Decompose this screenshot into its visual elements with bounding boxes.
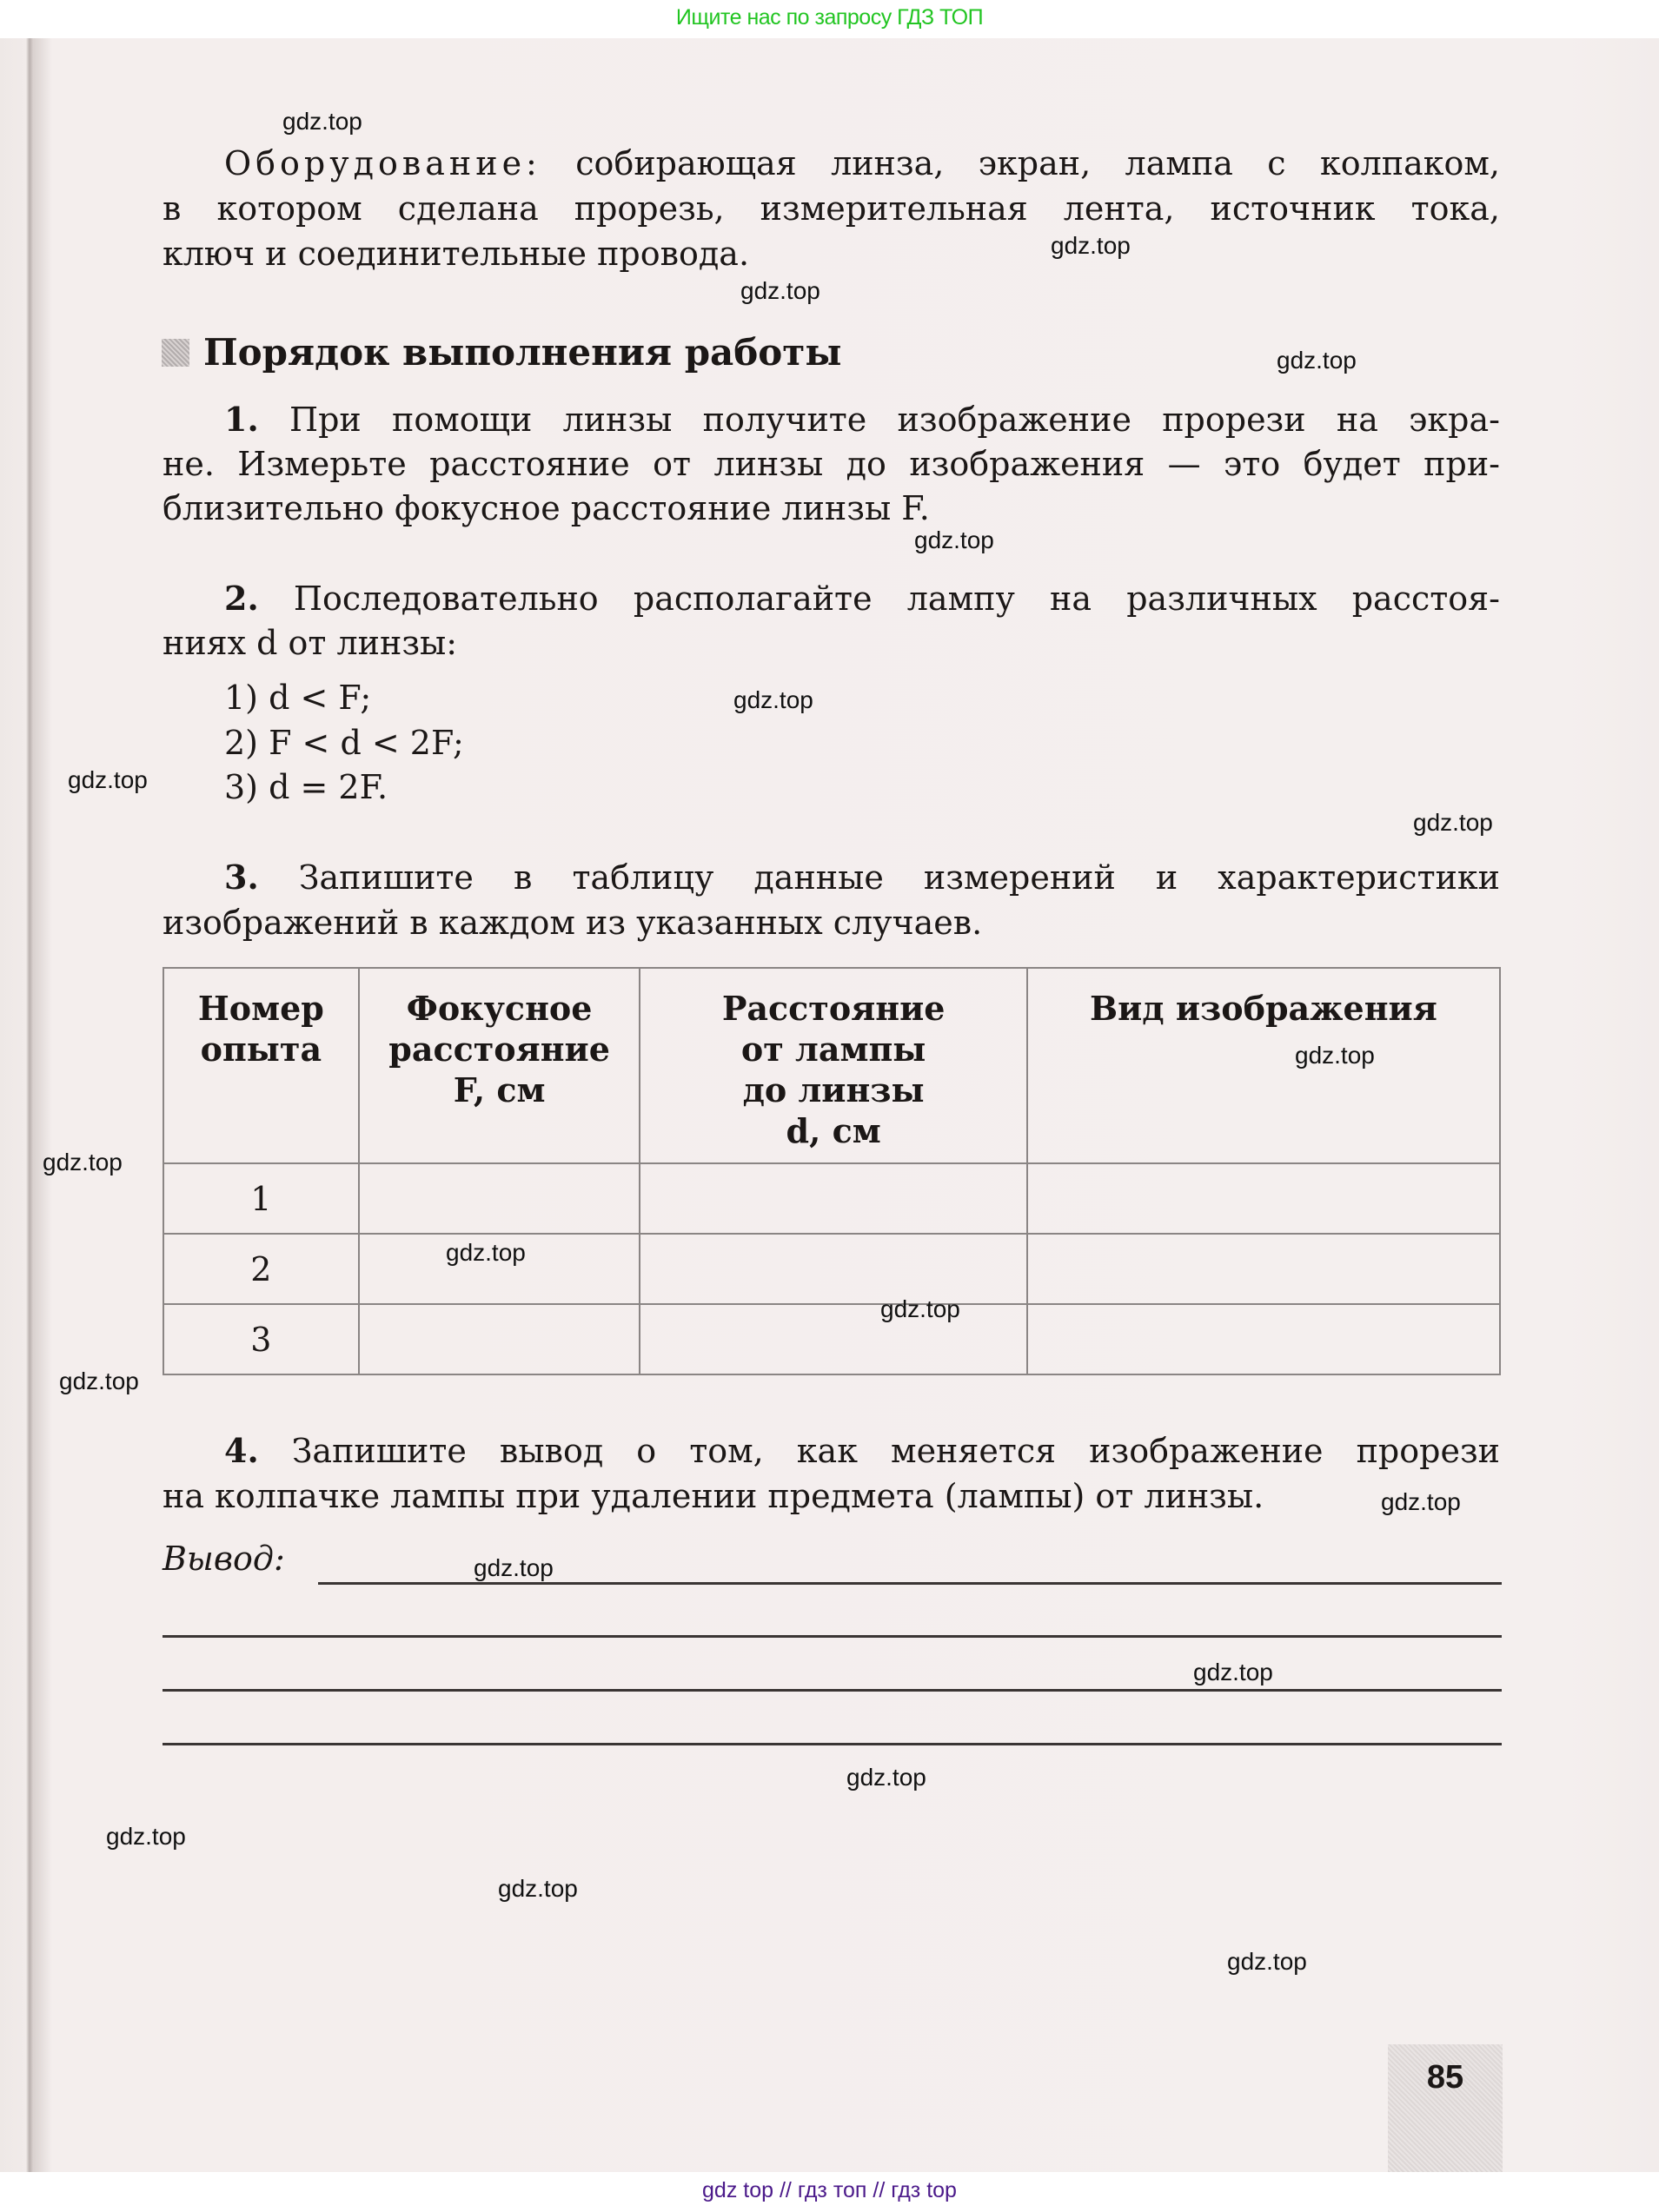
watermark: gdz.top — [1227, 1948, 1307, 1975]
watermark: gdz.top — [1051, 232, 1131, 259]
watermark: gdz.top — [474, 1554, 554, 1581]
equipment-line-3: ключ и соединительные провода. — [163, 235, 750, 273]
table-row — [163, 1304, 1500, 1374]
equipment-text: собирающая линза, экран, лампа с колпаком, — [541, 144, 1500, 182]
watermark: gdz.top — [59, 1368, 139, 1394]
conclusion-label: Вывод: — [163, 1540, 285, 1578]
cell-distance-input[interactable] — [640, 1163, 1026, 1234]
cell-distance-input[interactable] — [640, 1234, 1026, 1304]
step-2-case-1: 1) d < F; — [224, 679, 372, 717]
header-focal-length: Фокусное расстояние F, см — [359, 968, 640, 1163]
step-2-text: Последовательно располагайте лампу на различных расстоя- — [293, 579, 1500, 618]
table-row — [163, 1163, 1500, 1234]
step-1-line-1 — [224, 397, 1500, 442]
step-2-case-3: 3) d = 2F. — [224, 768, 388, 806]
cell-image-input[interactable] — [1027, 1234, 1500, 1304]
measurements-table — [163, 967, 1501, 1375]
step-1-text: При помощи линзы получите изображение прорези на экра- — [289, 401, 1500, 439]
cell-number: 1 — [163, 1163, 359, 1234]
step-4-number: 4. — [224, 1431, 259, 1470]
table-row — [163, 1234, 1500, 1304]
header-lamp-distance: Расстояние от лампы до линзы d, см — [640, 968, 1026, 1163]
step-1-number: 1. — [224, 400, 259, 439]
cell-number: 2 — [163, 1234, 359, 1304]
answer-line-4[interactable] — [163, 1743, 1502, 1745]
cell-number: 3 — [163, 1304, 359, 1374]
section-heading-text: Порядок выполнения работы — [203, 331, 842, 374]
step-4-line-2: на колпачке лампы при удалении предмета (лампы) от линзы. — [163, 1477, 1264, 1515]
header-image-type: Вид изображения — [1027, 968, 1500, 1163]
watermark: gdz.top — [740, 277, 820, 304]
equipment-label: Оборудование: — [224, 144, 541, 182]
equipment-line-1 — [224, 141, 1500, 186]
step-3-line-2: изображений в каждом из указанных случаев. — [163, 904, 983, 942]
bottom-bar[interactable]: gdz top // гдз топ // гдз top — [0, 2172, 1659, 2212]
step-4-line-1 — [224, 1428, 1500, 1474]
step-3-text: Запишите в таблицу данные измерений и характеристики — [298, 858, 1500, 897]
step-2-line-2: ниях d от линзы: — [163, 624, 458, 662]
answer-line-3[interactable] — [163, 1689, 1502, 1692]
watermark: gdz.top — [880, 1295, 960, 1322]
step-3-number: 3. — [224, 858, 259, 897]
watermark: gdz.top — [846, 1764, 926, 1791]
step-1-line-2: не. Измерьте расстояние от линзы до изображения — это будет при- — [163, 445, 1500, 483]
watermark: gdz.top — [68, 766, 148, 793]
page-number: 85 — [1426, 2059, 1464, 2096]
step-2-line-1 — [224, 576, 1500, 621]
watermark: gdz.top — [282, 108, 362, 135]
answer-line-2[interactable] — [163, 1635, 1502, 1638]
watermark: gdz.top — [498, 1875, 578, 1902]
top-banner[interactable]: Ищите нас по запросу ГДЗ ТОП — [0, 0, 1659, 38]
step-4-text: Запишите вывод о том, как меняется изображение прорези — [291, 1432, 1500, 1470]
step-1-line-3: близительно фокусное расстояние линзы F. — [163, 489, 930, 527]
watermark: gdz.top — [446, 1239, 526, 1266]
watermark: gdz.top — [914, 527, 994, 553]
cell-focal-input[interactable] — [359, 1163, 640, 1234]
watermark: gdz.top — [1413, 809, 1493, 836]
watermark: gdz.top — [733, 686, 813, 713]
header-experiment-number: Номер опыта — [163, 968, 359, 1163]
cell-image-input[interactable] — [1027, 1163, 1500, 1234]
cell-focal-input[interactable] — [359, 1304, 640, 1374]
watermark: gdz.top — [1381, 1488, 1461, 1515]
watermark: gdz.top — [1295, 1042, 1375, 1069]
cell-image-input[interactable] — [1027, 1304, 1500, 1374]
cell-distance-input[interactable] — [640, 1304, 1026, 1374]
section-square-icon — [162, 339, 189, 367]
watermark: gdz.top — [43, 1149, 123, 1176]
watermark: gdz.top — [1193, 1659, 1273, 1685]
answer-line-1[interactable] — [318, 1582, 1502, 1585]
equipment-line-2: в котором сделана прорезь, измерительная лента, источник тока, — [163, 189, 1500, 228]
watermark: gdz.top — [1277, 347, 1357, 374]
step-2-case-2: 2) F < d < 2F; — [224, 724, 464, 762]
step-3-line-1 — [224, 855, 1500, 900]
watermark: gdz.top — [106, 1823, 186, 1850]
step-2-number: 2. — [224, 579, 259, 618]
section-heading — [162, 328, 841, 377]
